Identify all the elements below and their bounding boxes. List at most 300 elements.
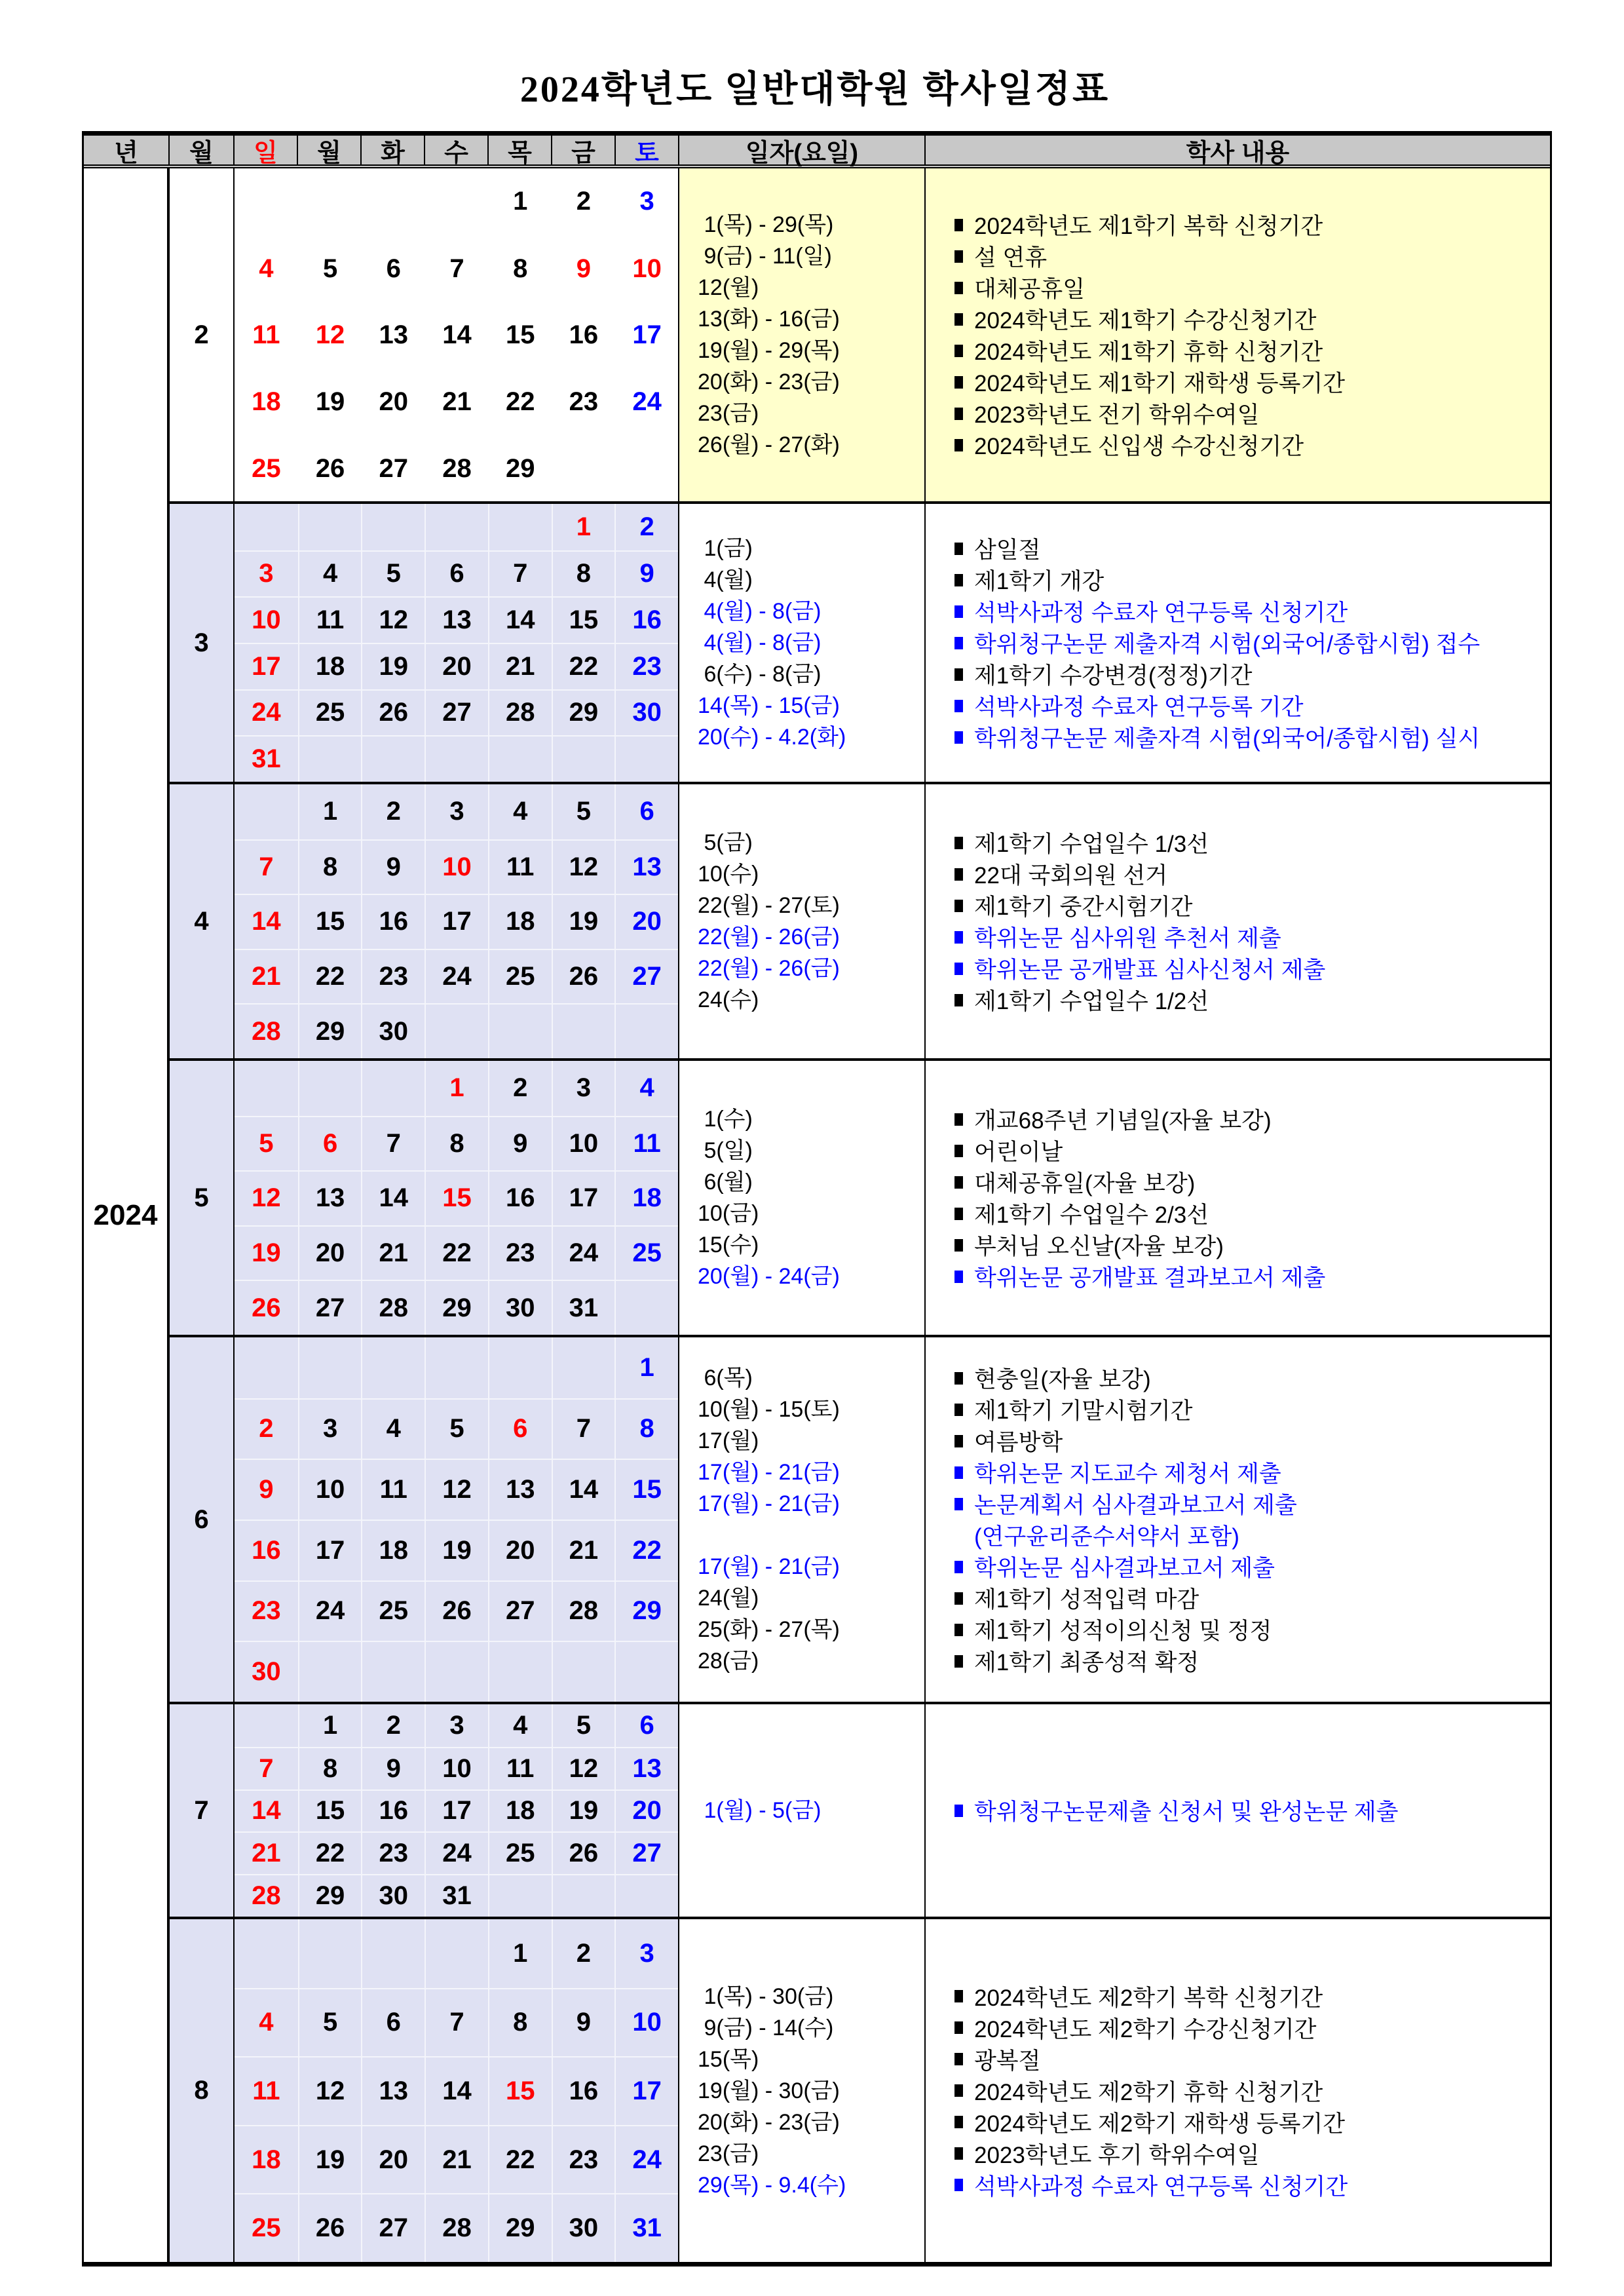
event-date-range: 20(수) - 4.2(화) [698, 725, 846, 750]
month-label: 7 [170, 1704, 235, 1917]
event-date-range: 10(수) [698, 862, 759, 887]
calendar-day: 14 [425, 2056, 488, 2125]
calendar-day: 3 [614, 1919, 678, 1988]
calendar-day [552, 1874, 615, 1917]
calendar-day [298, 168, 362, 235]
calendar-day: 24 [552, 1225, 615, 1280]
event-date-range: 15(목) [698, 2046, 759, 2072]
calendar-day [614, 1003, 678, 1058]
table-header-row [84, 136, 1550, 168]
bullet-square-icon [954, 1624, 963, 1636]
calendar-day [614, 1641, 678, 1702]
calendar-day [298, 504, 362, 550]
calendar-day: 6 [614, 1704, 678, 1747]
calendar-day [361, 1337, 425, 1398]
calendar-day: 27 [488, 1580, 552, 1641]
event-date-range: 24(월) [698, 1586, 759, 1611]
calendar-day [614, 735, 678, 782]
calendar-day: 29 [298, 1874, 362, 1917]
calendar-day: 22 [552, 643, 615, 689]
calendar-day: 22 [614, 1520, 678, 1580]
bullet-square-icon [954, 1435, 963, 1447]
event-text-line [954, 1614, 1550, 1645]
event-text-line [954, 2170, 1550, 2201]
calendar-day: 5 [552, 1704, 615, 1747]
event-text-line [954, 1582, 1550, 1614]
mini-calendar [235, 784, 679, 1058]
header-day-fri: 금 [552, 136, 616, 164]
event-text-line [954, 827, 1550, 858]
event-date-range: 24(수) [698, 987, 759, 1012]
calendar-day: 15 [552, 596, 615, 643]
calendar-day: 12 [361, 596, 425, 643]
event-text-line [954, 659, 1550, 690]
calendar-day: 19 [552, 894, 615, 949]
bullet-square-icon [954, 2021, 963, 2034]
calendar-day: 13 [614, 1747, 678, 1789]
month-label: 5 [170, 1061, 235, 1335]
bullet-square-icon [954, 1498, 963, 1510]
calendar-day [235, 504, 298, 550]
calendar-day: 27 [379, 453, 409, 483]
calendar-day: 26 [298, 2193, 362, 2262]
calendar-day: 8 [513, 254, 528, 283]
event-text-line [954, 1645, 1550, 1677]
month-row-3 [170, 504, 1550, 784]
calendar-day: 29 [488, 2193, 552, 2262]
calendar-day: 30 [614, 689, 678, 736]
calendar-day: 31 [425, 1874, 488, 1917]
mini-calendar [235, 1919, 679, 2262]
event-text: 제1학기 수강변경(정정)기간 [974, 663, 1253, 689]
event-text-line [954, 429, 1550, 461]
calendar-day: 5 [552, 784, 615, 839]
event-date-range: 5(금) [698, 830, 753, 855]
calendar-day: 10 [425, 839, 488, 894]
calendar-day: 2 [235, 1398, 298, 1459]
bullet-square-icon [954, 1113, 963, 1126]
calendar-day [235, 1061, 298, 1116]
event-text: 2024학년도 제1학기 수강신청기간 [974, 308, 1317, 334]
calendar-day [488, 1641, 552, 1702]
event-text-line [954, 1551, 1550, 1582]
calendar-day [425, 1641, 488, 1702]
calendar-day [361, 504, 425, 550]
calendar-day [488, 1003, 552, 1058]
calendar-day: 9 [235, 1459, 298, 1520]
calendar-day: 20 [361, 2125, 425, 2194]
event-text: 제1학기 수업일수 1/2선 [974, 989, 1209, 1014]
bullet-square-icon [954, 1271, 963, 1283]
calendar-day: 26 [235, 1280, 298, 1335]
month-row-7 [170, 1704, 1550, 1919]
calendar-day: 27 [425, 689, 488, 736]
event-text-line [954, 1795, 1550, 1826]
calendar-day: 17 [235, 643, 298, 689]
bullet-square-icon [954, 1208, 963, 1220]
header-month: 월 [170, 136, 235, 164]
calendar-day: 12 [552, 839, 615, 894]
calendar-day: 18 [235, 2125, 298, 2194]
month-label: 3 [170, 504, 235, 782]
event-text: 2024학년도 제2학기 수강신청기간 [974, 2016, 1317, 2042]
calendar-day [298, 1641, 362, 1702]
calendar-day [488, 504, 552, 550]
calendar-day: 25 [614, 1225, 678, 1280]
bullet-square-icon [954, 868, 963, 881]
bullet-square-icon [954, 345, 963, 357]
calendar-day: 21 [425, 2125, 488, 2194]
event-text: 제1학기 수업일수 1/3선 [974, 832, 1209, 857]
event-text-line [954, 1166, 1550, 1198]
calendar-day: 10 [632, 254, 662, 283]
calendar-day: 6 [425, 550, 488, 597]
calendar-day: 26 [361, 689, 425, 736]
calendar-day: 16 [552, 2056, 615, 2125]
event-text: 학위청구논문제출 신청서 및 완성논문 제출 [974, 1799, 1399, 1825]
calendar-day: 1 [513, 187, 528, 216]
calendar-day: 11 [488, 1747, 552, 1789]
calendar-day: 20 [614, 1789, 678, 1832]
calendar-day [235, 168, 298, 235]
calendar-day: 24 [425, 949, 488, 1004]
calendar-day [552, 1337, 615, 1398]
event-date-range: 4(월) - 8(금) [698, 630, 821, 655]
header-content: 학사 내용 [1186, 139, 1290, 167]
bullet-square-icon [954, 1990, 963, 2002]
month-label: 4 [170, 784, 235, 1058]
event-date-range: 1(금) [698, 536, 753, 561]
calendar-day: 5 [361, 550, 425, 597]
event-text-line [954, 1394, 1550, 1425]
calendar-day: 17 [425, 1789, 488, 1832]
bullet-square-icon [954, 1239, 963, 1252]
bullet-square-icon [954, 1805, 963, 1817]
event-date-range: 4(월) [698, 567, 753, 592]
event-date-range: 19(월) - 29(목) [698, 338, 840, 363]
event-text: 개교68주년 기념일(자율 보강) [974, 1108, 1272, 1134]
calendar-day: 20 [488, 1520, 552, 1580]
calendar-day: 14 [488, 596, 552, 643]
calendar-day: 16 [614, 596, 678, 643]
calendar-day [235, 784, 298, 839]
calendar-day: 25 [488, 1831, 552, 1874]
event-text: 2024학년도 제1학기 휴학 신청기간 [974, 339, 1323, 365]
bullet-square-icon [954, 250, 963, 263]
date-range-column [679, 168, 926, 501]
calendar-day: 21 [442, 387, 472, 417]
event-text-line [954, 1362, 1550, 1394]
event-text-line [954, 1488, 1550, 1520]
calendar-day: 19 [425, 1520, 488, 1580]
event-date-range: 28(금) [698, 1649, 759, 1674]
event-text: 학위청구논문 제출자격 시험(외국어/종합시험) 실시 [974, 726, 1481, 752]
event-text: 제1학기 중간시험기간 [974, 894, 1193, 920]
calendar-day: 9 [576, 254, 592, 283]
event-text-line [954, 721, 1550, 753]
calendar-day: 13 [298, 1170, 362, 1225]
calendar-day: 19 [315, 387, 345, 417]
calendar-day: 10 [235, 596, 298, 643]
event-date-range: 17(월) - 21(금) [698, 1491, 840, 1516]
calendar-day [298, 1061, 362, 1116]
calendar-day [488, 1874, 552, 1917]
bullet-square-icon [954, 408, 963, 420]
event-date-range: 10(월) - 15(토) [698, 1397, 840, 1422]
event-content-column [926, 1704, 1550, 1917]
calendar-day [298, 1337, 362, 1398]
calendar-day: 3 [425, 1704, 488, 1747]
calendar-day: 3 [639, 187, 654, 216]
bullet-square-icon [954, 2147, 963, 2160]
calendar-day: 16 [361, 1789, 425, 1832]
calendar-day: 22 [505, 387, 535, 417]
bullet-square-icon [954, 219, 963, 231]
calendar-day: 19 [235, 1225, 298, 1280]
bullet-square-icon [954, 574, 963, 586]
calendar-day: 18 [488, 894, 552, 949]
calendar-day [425, 168, 488, 235]
event-date-range: 29(목) - 9.4(수) [698, 2172, 846, 2198]
calendar-day: 8 [614, 1398, 678, 1459]
calendar-day: 14 [235, 1789, 298, 1832]
mini-calendar [235, 504, 679, 782]
calendar-day: 2 [488, 1061, 552, 1116]
event-text: 2023학년도 전기 학위수여일 [974, 402, 1260, 428]
calendar-day [425, 1337, 488, 1398]
calendar-day: 30 [552, 2193, 615, 2262]
event-date-range: 23(금) [698, 401, 759, 426]
calendar-day [488, 735, 552, 782]
calendar-day: 13 [488, 1459, 552, 1520]
calendar-day: 28 [235, 1874, 298, 1917]
calendar-day: 29 [614, 1580, 678, 1641]
event-text-line [954, 1520, 1550, 1551]
bullet-square-icon [954, 1372, 963, 1385]
event-text-line [954, 984, 1550, 1016]
calendar-day: 20 [379, 387, 409, 417]
month-label: 6 [170, 1337, 235, 1702]
calendar-day: 17 [552, 1170, 615, 1225]
calendar-day: 4 [488, 1704, 552, 1747]
event-text-line [954, 1229, 1550, 1261]
calendar-day: 22 [298, 1831, 362, 1874]
event-text-line [954, 2107, 1550, 2138]
month-row-5 [170, 1061, 1550, 1337]
bullet-square-icon [954, 994, 963, 1006]
calendar-day: 28 [442, 453, 472, 483]
event-text: 어린이날 [974, 1139, 1063, 1165]
event-date-range: 22(월) - 26(금) [698, 925, 840, 949]
event-content-column [926, 784, 1550, 1058]
calendar-day: 2 [614, 504, 678, 550]
event-text-line [954, 533, 1550, 564]
event-date-range: 1(목) - 30(금) [698, 1983, 834, 2009]
month-label: 2 [170, 168, 235, 501]
calendar-day: 10 [614, 1988, 678, 2057]
calendar-day: 12 [235, 1170, 298, 1225]
date-range-column [679, 1337, 926, 1702]
year-label: 2024 [84, 168, 170, 2262]
event-date-range: 15(수) [698, 1233, 759, 1257]
calendar-day: 25 [252, 453, 281, 483]
calendar-day: 18 [488, 1789, 552, 1832]
calendar-day: 12 [552, 1747, 615, 1789]
calendar-day: 28 [488, 689, 552, 736]
event-date-range: 20(화) - 23(금) [698, 370, 840, 394]
event-text: 제1학기 최종성적 확정 [974, 1650, 1199, 1675]
event-text: (연구윤리준수서약서 포함) [974, 1524, 1239, 1550]
bullet-square-icon [954, 543, 963, 555]
calendar-day: 24 [298, 1580, 362, 1641]
event-date-range: 20(월) - 24(금) [698, 1264, 840, 1289]
bullet-square-icon [954, 313, 963, 326]
event-date-range: 9(금) - 11(일) [698, 244, 832, 269]
calendar-day: 14 [552, 1459, 615, 1520]
event-text-line [954, 1103, 1550, 1135]
calendar-day: 23 [614, 643, 678, 689]
calendar-day: 9 [614, 550, 678, 597]
event-text-line [954, 690, 1550, 721]
event-date-range [698, 1520, 924, 1551]
calendar-day: 25 [361, 1580, 425, 1641]
calendar-day [298, 1919, 362, 1988]
calendar-day: 28 [425, 2193, 488, 2262]
calendar-day: 10 [425, 1747, 488, 1789]
event-text: 여름방학 [974, 1430, 1063, 1455]
calendar-day: 21 [361, 1225, 425, 1280]
calendar-day: 18 [361, 1520, 425, 1580]
calendar-day: 1 [425, 1061, 488, 1116]
header-year: 년 [84, 136, 170, 164]
calendar-day: 12 [315, 320, 345, 350]
calendar-day: 28 [235, 1003, 298, 1058]
calendar-day: 27 [361, 2193, 425, 2262]
event-text-line [954, 1457, 1550, 1488]
event-text: 석박사과정 수료자 연구등록 기간 [974, 695, 1304, 720]
event-date-range: 26(월) - 27(화) [698, 432, 840, 457]
calendar-day: 15 [488, 2056, 552, 2125]
header-date: 일자(요일) [679, 136, 926, 164]
month-rows-container [170, 168, 1550, 2262]
date-range-column [679, 1061, 926, 1335]
calendar-day: 22 [298, 949, 362, 1004]
calendar-day: 23 [488, 1225, 552, 1280]
event-text-line [954, 2012, 1550, 2044]
calendar-day: 4 [259, 254, 274, 283]
event-text: 2024학년도 제1학기 복학 신청기간 [974, 214, 1323, 239]
header-day-tue: 화 [362, 136, 425, 164]
calendar-day: 13 [361, 2056, 425, 2125]
header-day-sun: 일 [235, 136, 298, 164]
bullet-square-icon [954, 931, 963, 944]
calendar-day: 12 [425, 1459, 488, 1520]
calendar-day: 2 [361, 784, 425, 839]
calendar-day: 25 [235, 2193, 298, 2262]
event-date-range: 1(월) - 5(금) [698, 1798, 821, 1823]
calendar-day: 16 [235, 1520, 298, 1580]
calendar-day: 7 [488, 550, 552, 597]
event-text: 2024학년도 제2학기 복학 신청기간 [974, 1985, 1323, 2011]
calendar-day [361, 1641, 425, 1702]
calendar-day: 18 [614, 1170, 678, 1225]
event-date-range: 1(목) - 29(목) [698, 212, 834, 237]
calendar-day: 8 [298, 839, 362, 894]
calendar-day [614, 1280, 678, 1335]
calendar-day [361, 1919, 425, 1988]
calendar-day: 6 [298, 1116, 362, 1171]
header-day-thu: 목 [489, 136, 552, 164]
event-text: 학위논문 심사위원 추천서 제출 [974, 926, 1281, 951]
calendar-day: 27 [614, 949, 678, 1004]
bullet-square-icon [954, 2116, 963, 2128]
event-content-column [926, 504, 1550, 782]
event-content-column [926, 168, 1550, 501]
calendar-day: 23 [361, 1831, 425, 1874]
event-text-line [954, 890, 1550, 921]
date-range-column [679, 784, 926, 1058]
event-text: 2023학년도 후기 학위수여일 [974, 2142, 1260, 2168]
bullet-square-icon [954, 2179, 963, 2191]
event-text-line [954, 1261, 1550, 1292]
calendar-day: 20 [298, 1225, 362, 1280]
calendar-day: 7 [425, 1988, 488, 2057]
bullet-square-icon [954, 637, 963, 649]
month-row-8 [170, 1919, 1550, 2262]
calendar-day: 24 [614, 2125, 678, 2194]
calendar-day: 17 [425, 894, 488, 949]
calendar-day [614, 1874, 678, 1917]
bullet-square-icon [954, 376, 963, 389]
mini-calendar [235, 1704, 679, 1917]
calendar-day [235, 1919, 298, 1988]
event-date-range: 20(화) - 23(금) [698, 2109, 840, 2135]
bullet-square-icon [954, 1176, 963, 1189]
bullet-square-icon [954, 1145, 963, 1157]
calendar-day: 3 [298, 1398, 362, 1459]
calendar-day: 5 [322, 254, 338, 283]
calendar-day [552, 434, 615, 501]
event-content-column [926, 1919, 1550, 2262]
calendar-day: 11 [361, 1459, 425, 1520]
bullet-square-icon [954, 1655, 963, 1668]
bullet-square-icon [954, 700, 963, 712]
calendar-day: 4 [235, 1988, 298, 2057]
event-date-range: 5(일) [698, 1138, 753, 1163]
calendar-day: 1 [552, 504, 615, 550]
calendar-day: 3 [235, 550, 298, 597]
event-text-line [954, 2138, 1550, 2170]
bullet-square-icon [954, 2084, 963, 2097]
calendar-day [361, 735, 425, 782]
event-date-range: 14(목) - 15(금) [698, 693, 840, 718]
event-text-line [954, 303, 1550, 335]
bullet-square-icon [954, 605, 963, 618]
calendar-day: 9 [361, 839, 425, 894]
calendar-day [235, 1704, 298, 1747]
event-date-range: 17(월) [698, 1428, 759, 1453]
calendar-day: 31 [614, 2193, 678, 2262]
header-day-wed: 수 [425, 136, 489, 164]
calendar-day: 11 [488, 839, 552, 894]
calendar-day: 18 [298, 643, 362, 689]
calendar-day: 7 [235, 839, 298, 894]
event-text: 학위논문 공개발표 심사신청서 제출 [974, 957, 1326, 983]
calendar-day: 28 [552, 1580, 615, 1641]
mini-calendar [235, 1061, 679, 1335]
table-body [84, 168, 1550, 2262]
event-text-line [954, 272, 1550, 303]
